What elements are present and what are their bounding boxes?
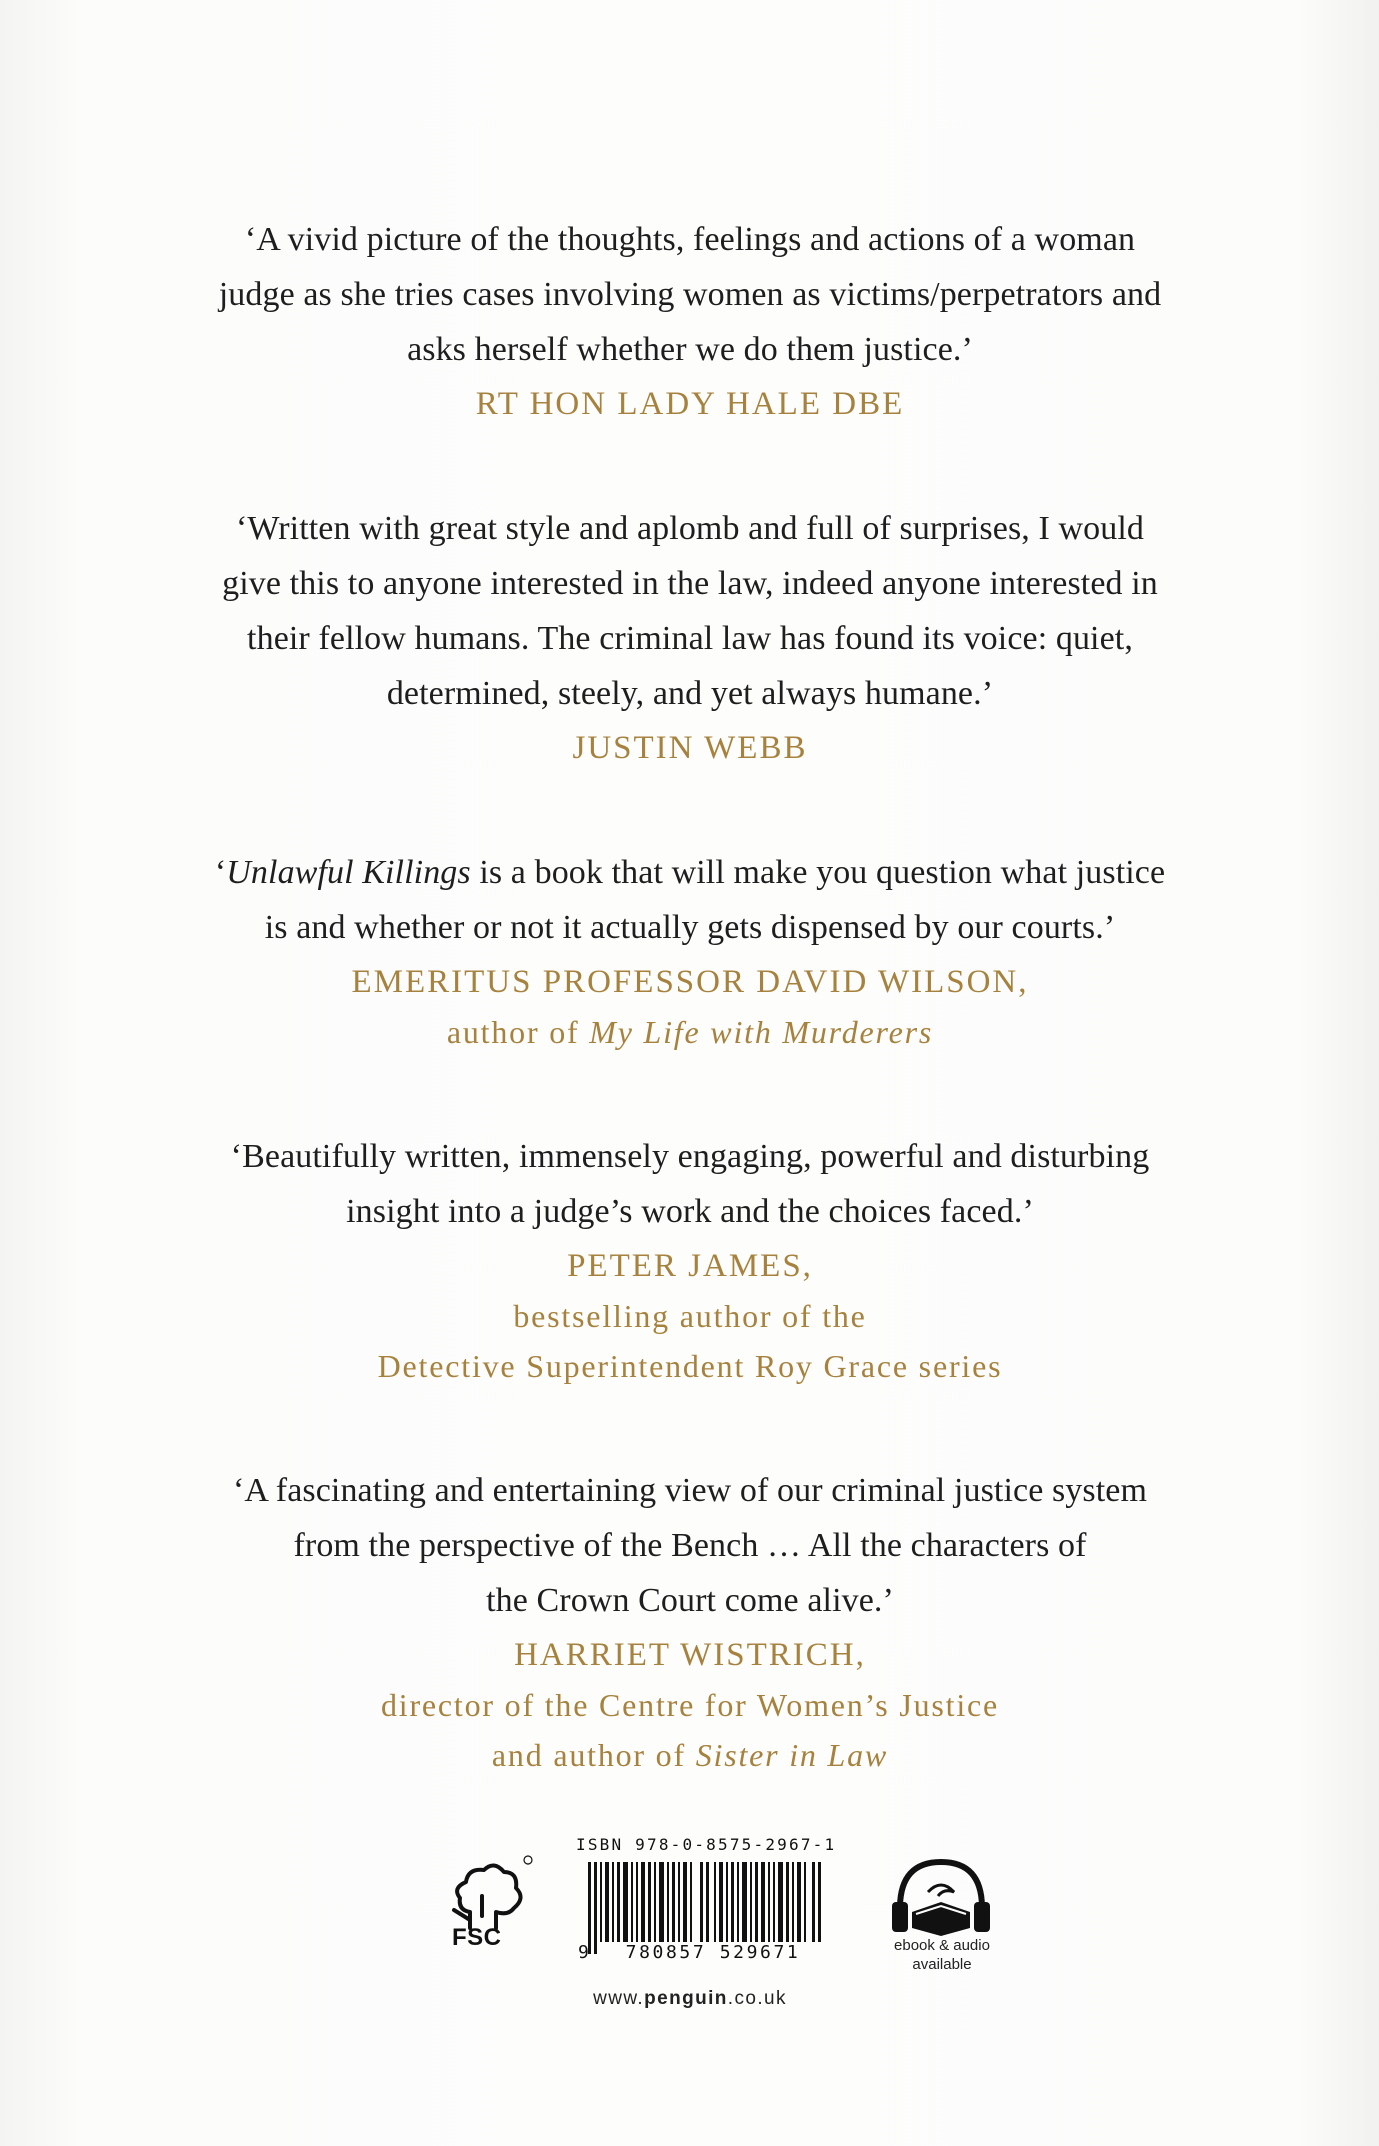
url-domain: penguin xyxy=(644,1988,728,2009)
blurb-wistrich xyxy=(150,1463,1230,1780)
publisher-url[interactable] xyxy=(540,1988,840,2010)
barcode-digits: 780857 529671 xyxy=(600,1942,826,1963)
blurb-quote xyxy=(150,212,1230,377)
barcode-lead-digit: 9 xyxy=(578,1942,589,1963)
blurb-attribution xyxy=(150,1630,1230,1780)
headphones-book-icon xyxy=(886,1852,996,1942)
blurb-attribution xyxy=(150,1241,1230,1391)
blurb-quote xyxy=(150,845,1230,955)
blurb-wilson xyxy=(150,845,1230,1057)
blurb-attribution xyxy=(150,723,1230,773)
url-prefix: www. xyxy=(593,1988,645,2009)
quote-line: ‘A vivid picture of the thoughts, feelings and actions of a woman xyxy=(244,221,1136,258)
attribution-credit: director of the Centre for Women’s Justice xyxy=(380,1687,1000,1723)
blurb-quote xyxy=(150,1463,1230,1628)
credit-text: author of xyxy=(446,1014,590,1050)
blurb-webb xyxy=(150,501,1230,773)
quote-open-mark: ‘ xyxy=(214,854,227,891)
blurb-quote xyxy=(150,501,1230,721)
book-title: My Life with Murderers xyxy=(589,1014,934,1050)
attribution-name: EMERITUS PROFESSOR DAVID WILSON, xyxy=(351,964,1029,1000)
attribution-name: HARRIET WISTRICH, xyxy=(514,1637,866,1673)
quote-line: is and whether or not it actually gets dispensed by our courts.’ xyxy=(264,909,1116,946)
quote-line: judge as she tries cases involving women as victims/perpetrators and xyxy=(218,276,1162,313)
quote-line: the Crown Court come alive.’ xyxy=(486,1582,894,1619)
attribution-credit: bestselling author of the xyxy=(513,1298,867,1334)
quote-line: asks herself whether we do them justice.’ xyxy=(407,331,973,368)
book-title: Sister in Law xyxy=(695,1737,889,1773)
blurb-attribution xyxy=(150,379,1230,429)
quote-line: give this to anyone interested in the law, indeed anyone interested in xyxy=(222,565,1158,602)
quote-text: is a book that will make you question what justice xyxy=(470,854,1166,891)
quote-line: their fellow humans. The criminal law has found its voice: quiet, xyxy=(247,620,1133,657)
fsc-label: FSC xyxy=(452,1924,502,1951)
quote-line: determined, steely, and yet always humane.’ xyxy=(386,675,994,712)
audio-line: available xyxy=(912,1956,972,1973)
blurb-list xyxy=(150,212,1230,1852)
credit-text: and author of xyxy=(491,1737,696,1773)
attribution-credit: Detective Superintendent Roy Grace series xyxy=(377,1348,1003,1384)
quote-line: from the perspective of the Bench … All the characters of xyxy=(293,1527,1087,1564)
quote-line: ‘Written with great style and aplomb and full of surprises, I would xyxy=(235,510,1144,547)
attribution-name: PETER JAMES, xyxy=(567,1248,813,1284)
blurb-quote xyxy=(150,1129,1230,1239)
attribution-name: JUSTIN WEBB xyxy=(572,730,808,766)
attribution-credit xyxy=(150,1007,1230,1057)
audio-line: ebook & audio xyxy=(894,1937,990,1954)
isbn-barcode-icon xyxy=(588,1862,826,1954)
blurb-james xyxy=(150,1129,1230,1391)
blurb-hale xyxy=(150,212,1230,429)
audio-availability xyxy=(868,1936,1016,1974)
isbn-label: ISBN 978-0-8575-2967-1 xyxy=(576,1835,837,1854)
quote-line: ‘Beautifully written, immensely engaging, powerful and disturbing xyxy=(230,1138,1150,1175)
blurb-attribution xyxy=(150,957,1230,1057)
quote-line: insight into a judge’s work and the choices faced.’ xyxy=(346,1193,1034,1230)
url-suffix: .co.uk xyxy=(727,1988,787,2009)
quote-line xyxy=(150,845,1230,900)
attribution-name: RT HON LADY HALE DBE xyxy=(475,386,905,422)
attribution-credit xyxy=(150,1730,1230,1780)
quote-line: ‘A fascinating and entertaining view of our criminal justice system xyxy=(232,1472,1148,1509)
book-title: Unlawful Killings xyxy=(226,854,471,891)
